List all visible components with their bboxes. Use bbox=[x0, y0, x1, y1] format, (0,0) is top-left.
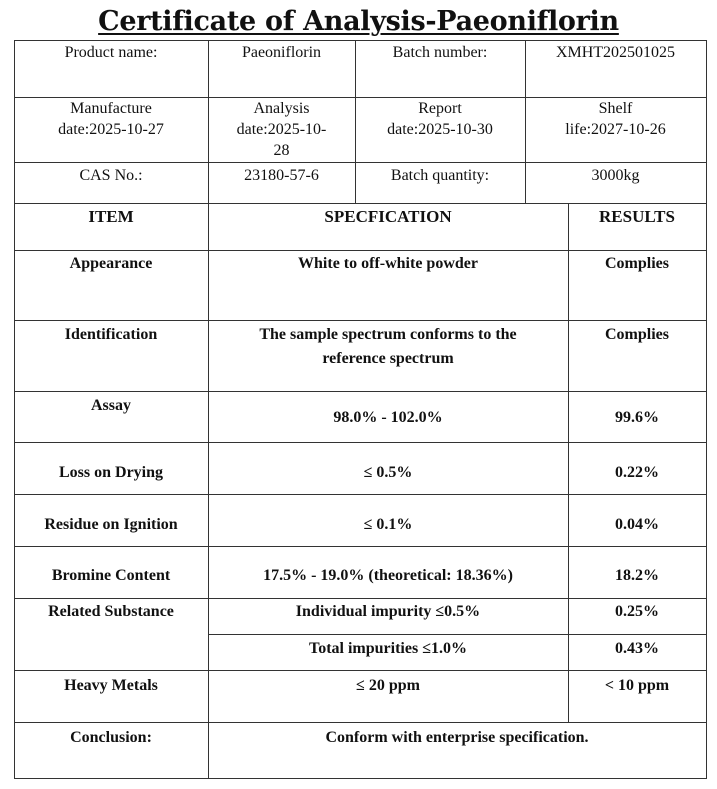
row-appearance-spec: White to off-white powder bbox=[298, 255, 478, 272]
row-related-substance-spec-individual: Individual impurity ≤0.5% bbox=[295, 603, 481, 620]
row-related-substance-result-total: 0.43% bbox=[615, 640, 659, 657]
analysis-date-value: date:2025-10- bbox=[236, 121, 327, 138]
row-identification-result: Complies bbox=[605, 326, 669, 343]
row-loss-on-drying-result: 0.22% bbox=[615, 464, 659, 481]
row-loss-on-drying-item: Loss on Drying bbox=[58, 464, 164, 481]
row-bromine-content-spec: 17.5% - 19.0% (theoretical: 18.36%) bbox=[263, 567, 513, 584]
row-conclusion-value: Conform with enterprise specification. bbox=[325, 729, 589, 746]
row-bromine-content-item: Bromine Content bbox=[51, 567, 171, 584]
report-date-label: Report bbox=[418, 100, 462, 117]
row-identification-spec bbox=[208, 323, 568, 371]
row-assay-spec: 98.0% - 102.0% bbox=[333, 409, 443, 426]
row-identification-spec-line2: reference spectrum bbox=[322, 350, 454, 367]
row-related-substance-spec-total: Total impurities ≤1.0% bbox=[309, 640, 467, 657]
manufacture-date bbox=[14, 98, 208, 140]
report-date-value: date:2025-10-30 bbox=[387, 121, 493, 138]
row-heavy-metals-result: < 10 ppm bbox=[604, 677, 670, 694]
row-conclusion-item: Conclusion: bbox=[70, 729, 152, 746]
analysis-date bbox=[208, 98, 355, 161]
manufacture-date-value: date:2025-10-27 bbox=[58, 121, 164, 138]
row-appearance-item: Appearance bbox=[69, 255, 153, 272]
row-assay-result: 99.6% bbox=[615, 409, 659, 426]
product-name-label: Product name: bbox=[64, 44, 158, 61]
row-heavy-metals-item: Heavy Metals bbox=[64, 677, 158, 694]
cas-label: CAS No.: bbox=[79, 167, 143, 184]
manufacture-date-label: Manufacture bbox=[70, 100, 152, 117]
row-related-substance-item: Related Substance bbox=[48, 603, 174, 620]
analysis-date-label: Analysis bbox=[253, 100, 310, 117]
row-residue-on-ignition-item: Residue on Ignition bbox=[44, 516, 178, 533]
batch-number-value: XMHT202501025 bbox=[555, 44, 676, 61]
row-loss-on-drying-spec: ≤ 0.5% bbox=[363, 464, 413, 481]
row-identification-spec-line1: The sample spectrum conforms to the bbox=[259, 326, 517, 343]
row-bromine-content-result: 18.2% bbox=[615, 567, 659, 584]
shelf-life-value: life:2027-10-26 bbox=[565, 121, 666, 138]
report-date bbox=[355, 98, 525, 140]
shelf-life-label: Shelf bbox=[598, 100, 633, 117]
row-identification-item: Identification bbox=[64, 326, 158, 343]
shelf-life bbox=[525, 98, 706, 140]
batch-quantity-value: 3000kg bbox=[591, 167, 640, 184]
column-header-item: ITEM bbox=[88, 207, 134, 226]
row-heavy-metals-spec: ≤ 20 ppm bbox=[356, 677, 420, 694]
row-appearance-result: Complies bbox=[605, 255, 669, 272]
row-related-substance-result-individual: 0.25% bbox=[615, 603, 659, 620]
cas-value: 23180-57-6 bbox=[244, 167, 319, 184]
batch-quantity-label: Batch quantity: bbox=[390, 167, 490, 184]
product-name-value: Paeoniflorin bbox=[241, 44, 322, 61]
row-residue-on-ignition-spec: ≤ 0.1% bbox=[363, 516, 413, 533]
analysis-date-value-cont: 28 bbox=[273, 142, 290, 159]
document-title: Certificate of Analysis-Paeoniflorin bbox=[98, 6, 619, 37]
column-header-results: RESULTS bbox=[599, 207, 675, 226]
row-assay-item: Assay bbox=[90, 397, 131, 414]
column-header-specification: SPECFICATION bbox=[324, 207, 452, 226]
batch-number-label: Batch number: bbox=[392, 44, 488, 61]
row-residue-on-ignition-result: 0.04% bbox=[615, 516, 659, 533]
